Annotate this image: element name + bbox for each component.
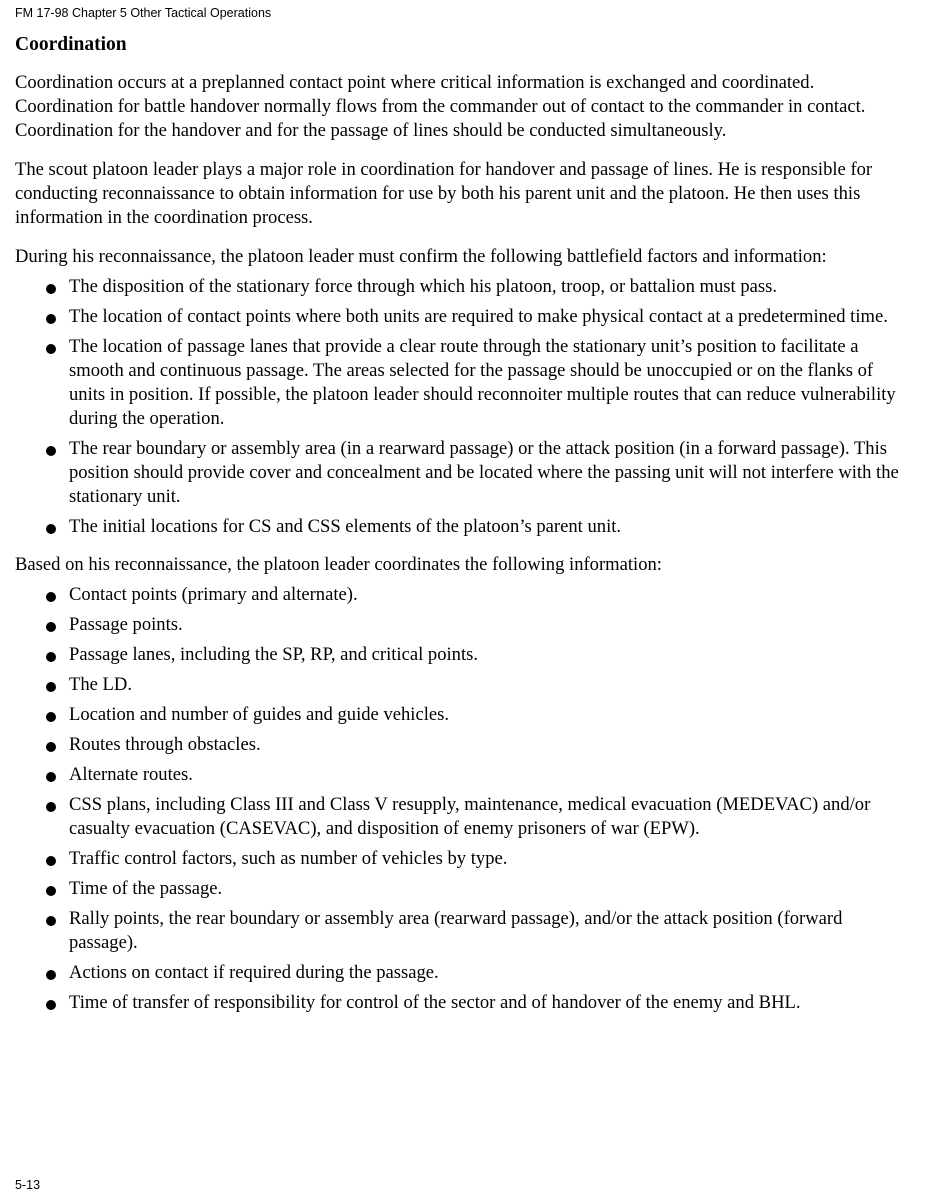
section-title: Coordination [15, 34, 127, 55]
battlefield-factors-list [15, 275, 910, 539]
bullet-icon [46, 524, 56, 534]
list-item [15, 877, 910, 901]
bullet-icon [46, 802, 56, 812]
bullet-icon [46, 284, 56, 294]
bullet-icon [46, 712, 56, 722]
document-body [15, 33, 910, 1029]
list-item [15, 907, 910, 955]
bullet-icon [46, 652, 56, 662]
paragraph-2: The scout platoon leader plays a major role in coordination for handover and passage of lines. He is responsible for conducting reconnaissance to obtain information for use by both his parent unit and the platoon. He then uses this information in the coordination process. [15, 159, 873, 228]
list-item [15, 275, 910, 299]
list-item-text: The initial locations for CS and CSS elements of the platoon’s parent unit. [69, 516, 622, 537]
list-item [15, 793, 910, 841]
list-item [15, 515, 910, 539]
list-item-text: Rally points, the rear boundary or assembly area (rearward passage), and/or the attack position (forward passage). [69, 908, 843, 953]
list-item [15, 763, 910, 787]
list-item-text: Location and number of guides and guide vehicles. [69, 704, 450, 725]
list-item [15, 673, 910, 697]
list-item [15, 643, 910, 667]
list-item-text: Traffic control factors, such as number of vehicles by type. [69, 848, 508, 869]
list1-intro: During his reconnaissance, the platoon leader must confirm the following battlefield factors and information: [15, 246, 827, 267]
list-item-text: The LD. [69, 674, 132, 695]
list2-intro: Based on his reconnaissance, the platoon leader coordinates the following information: [15, 554, 662, 575]
list-item [15, 847, 910, 871]
page-number: 5-13 [15, 1178, 41, 1192]
list-item-text: The location of contact points where both units are required to make physical contact at a predetermined time. [69, 306, 888, 327]
bullet-icon [46, 314, 56, 324]
list-item [15, 437, 910, 509]
bullet-icon [46, 682, 56, 692]
paragraph-1: Coordination occurs at a preplanned contact point where critical information is exchanged and coordinated. Coordination for battle handover normally flows from the commander out of contact to the commander in contact. Coordination for the handover and for the passage of lines should be conducted simultaneously. [15, 72, 866, 141]
list-item-text: The location of passage lanes that provide a clear route through the stationary unit’s position to facilitate a smooth and continuous passage. The areas selected for the passage should be unoccupied or on the flanks of units in position. If possible, the platoon leader should reconnoiter multiple routes that can reduce vulnerability during the operation. [69, 336, 896, 429]
list-item-text: Alternate routes. [69, 764, 193, 785]
bullet-icon [46, 916, 56, 926]
bullet-icon [46, 1000, 56, 1010]
list-item-text: The disposition of the stationary force through which his platoon, troop, or battalion must pass. [69, 276, 777, 297]
list-item [15, 733, 910, 757]
list-item [15, 335, 910, 431]
bullet-icon [46, 446, 56, 456]
bullet-icon [46, 970, 56, 980]
list-item-text: Routes through obstacles. [69, 734, 261, 755]
list-item-text: Contact points (primary and alternate). [69, 584, 358, 605]
bullet-icon [46, 344, 56, 354]
list-item [15, 961, 910, 985]
coordination-items-list [15, 583, 910, 1015]
bullet-icon [46, 772, 56, 782]
bullet-icon [46, 592, 56, 602]
list-item [15, 703, 910, 727]
list-item-text: Actions on contact if required during the passage. [69, 962, 439, 983]
running-head: FM 17-98 Chapter 5 Other Tactical Operations [15, 6, 272, 20]
bullet-icon [46, 856, 56, 866]
list-item-text: The rear boundary or assembly area (in a rearward passage) or the attack position (in a forward passage). This position should provide cover and concealment and be located where the passing unit will not interfere with the stationary unit. [69, 438, 899, 507]
bullet-icon [46, 886, 56, 896]
list-item-text: Time of the passage. [69, 878, 223, 899]
list-item [15, 583, 910, 607]
list-item-text: Time of transfer of responsibility for control of the sector and of handover of the enemy and BHL. [69, 992, 801, 1013]
list-item-text: CSS plans, including Class III and Class V resupply, maintenance, medical evacuation (MEDEVAC) and/or casualty evacuation (CASEVAC), and disposition of enemy prisoners of war (EPW). [69, 794, 871, 839]
list-item [15, 991, 910, 1015]
list-item [15, 305, 910, 329]
list-item-text: Passage points. [69, 614, 183, 635]
list-item-text: Passage lanes, including the SP, RP, and critical points. [69, 644, 479, 665]
list-item [15, 613, 910, 637]
bullet-icon [46, 622, 56, 632]
bullet-icon [46, 742, 56, 752]
